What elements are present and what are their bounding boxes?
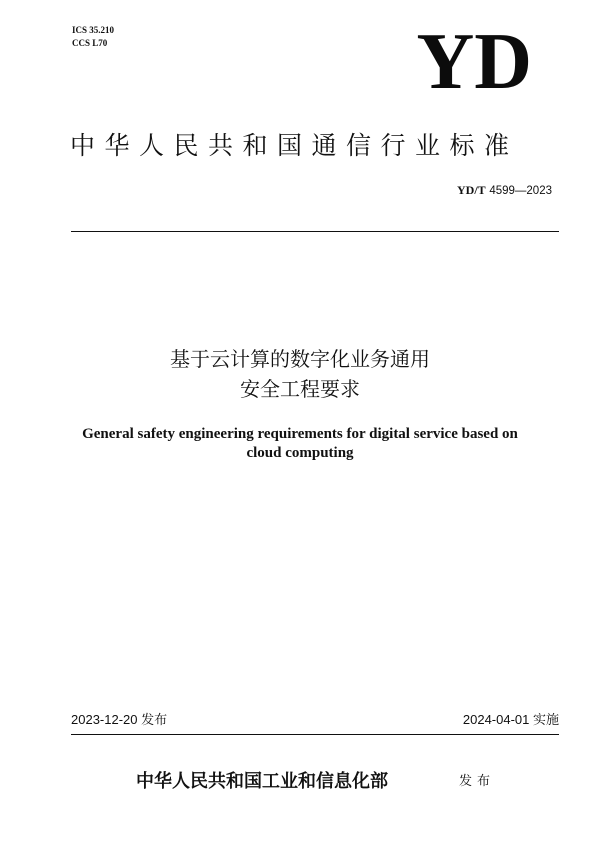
publisher-name: 中华人民共和国工业和信息化部 bbox=[136, 771, 388, 792]
chinese-title-line-1: 基于云计算的数字化业务通用 bbox=[170, 347, 430, 371]
english-title-line-2: cloud computing bbox=[246, 445, 354, 461]
standard-number-value: 4599—2023 bbox=[489, 185, 552, 197]
publish-label: 发布 bbox=[459, 774, 496, 789]
standard-number bbox=[457, 183, 552, 198]
implementation-date: 2024-04-01 实施 bbox=[462, 712, 559, 727]
classification-codes bbox=[72, 24, 114, 50]
english-title-line-1: General safety engineering requirements for digital service based on bbox=[82, 426, 518, 442]
top-divider bbox=[71, 231, 559, 232]
standard-category-title: 中华人民共和国通信行业标准 bbox=[70, 131, 519, 160]
issue-date: 2023-12-20 发布 bbox=[71, 712, 168, 727]
yd-logo: YD bbox=[416, 18, 532, 106]
bottom-divider bbox=[71, 734, 559, 735]
chinese-title-line-2: 安全工程要求 bbox=[240, 377, 360, 401]
ccs-code: CCS L70 bbox=[72, 38, 108, 48]
standard-number-prefix: YD/T bbox=[457, 183, 486, 197]
ics-code: ICS 35.210 bbox=[72, 25, 115, 35]
